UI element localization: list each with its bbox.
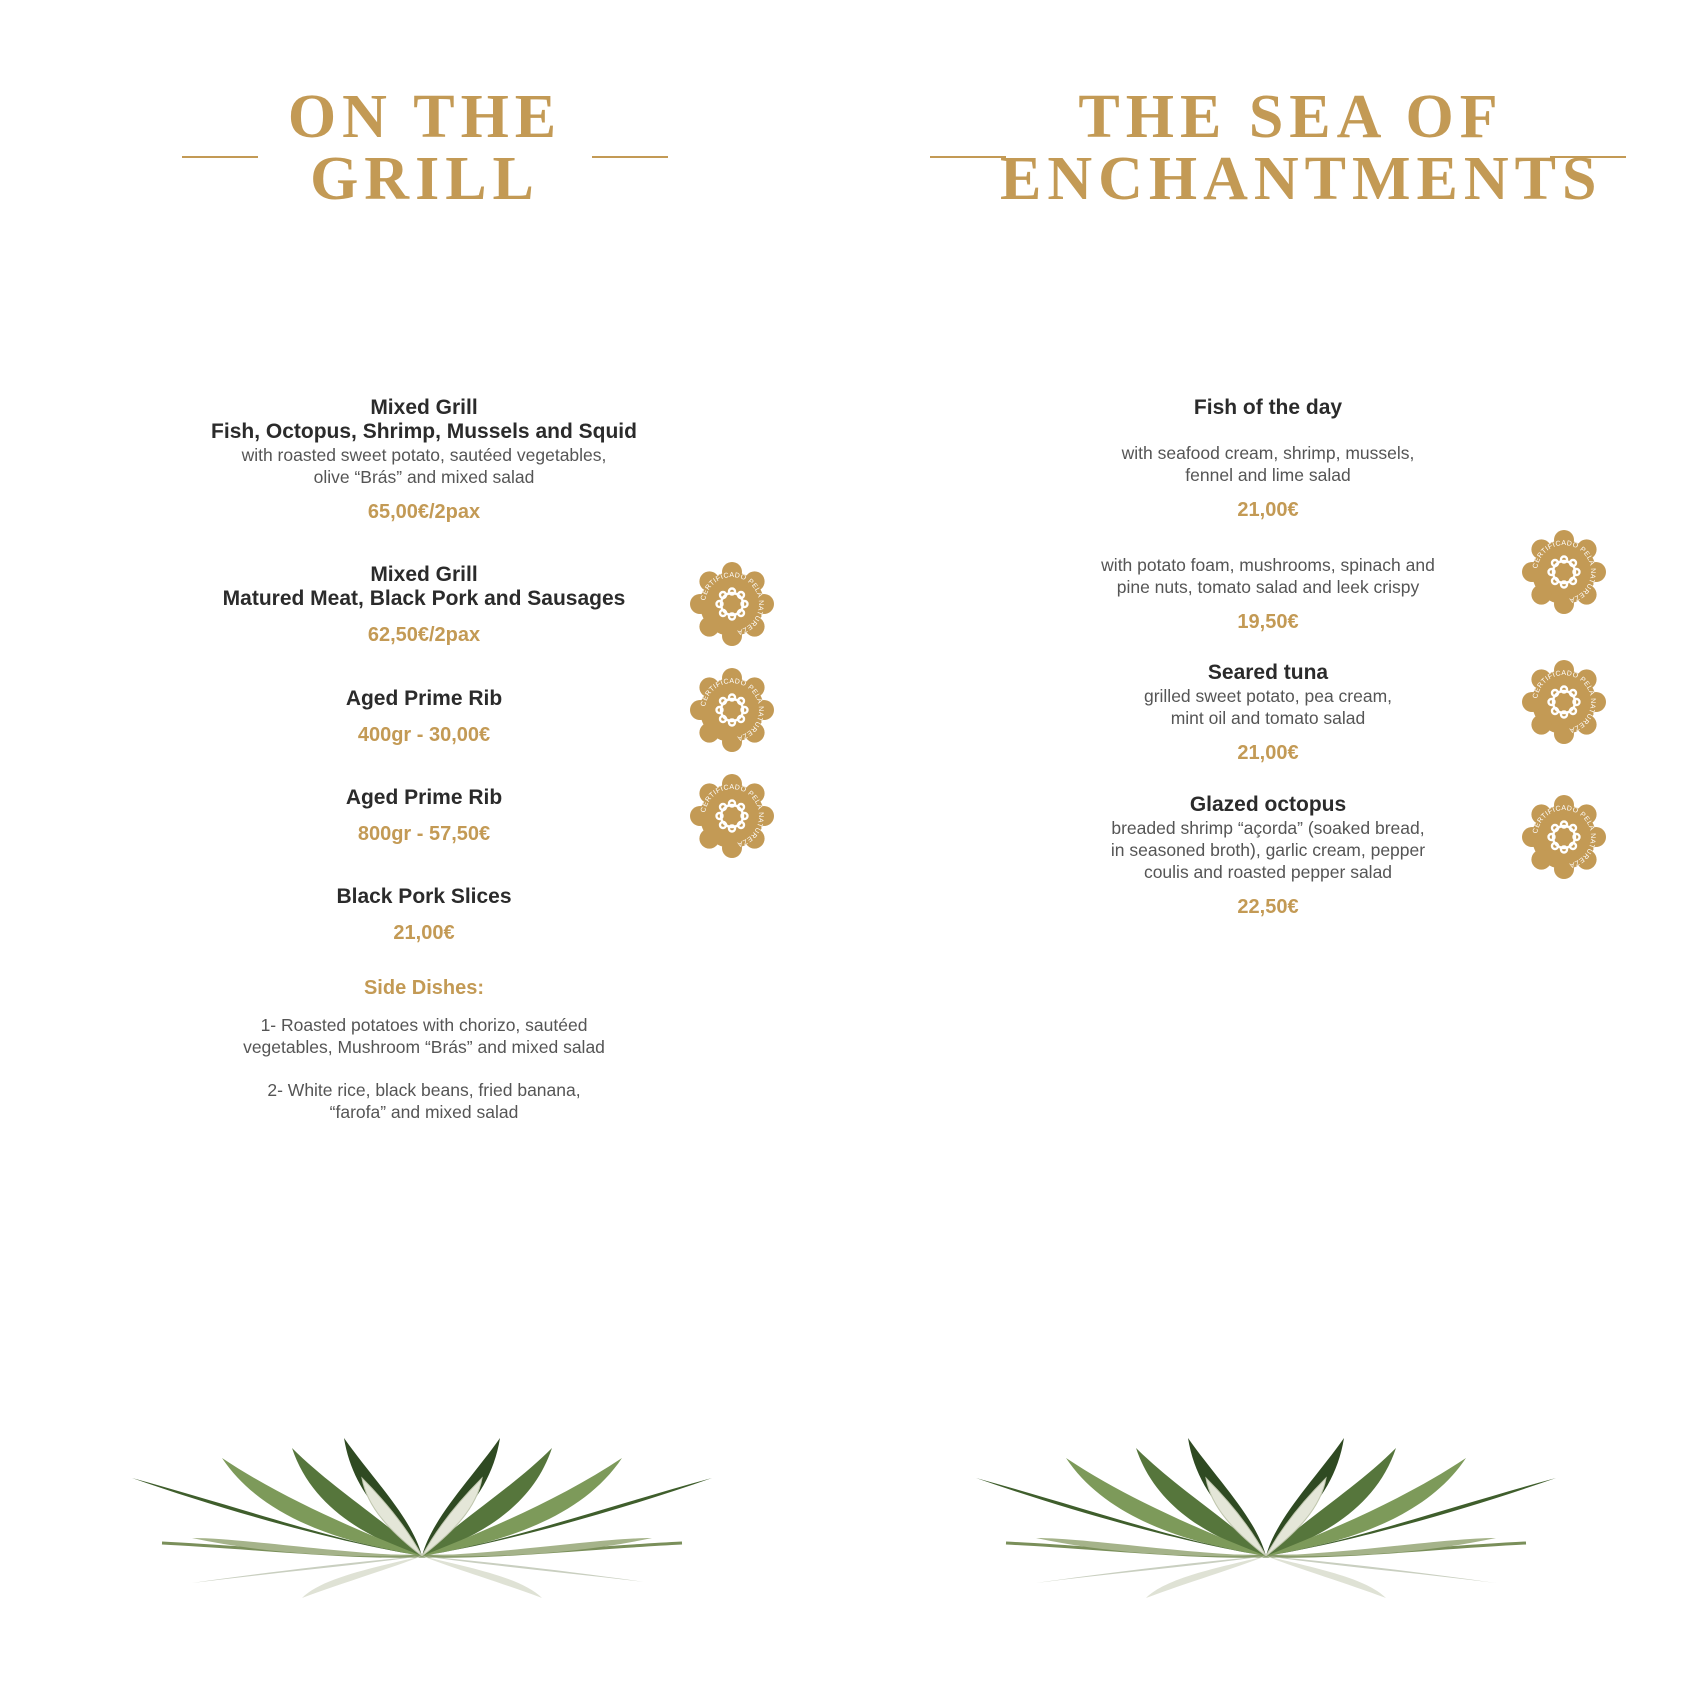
item-name: Aged Prime Rib	[345, 687, 503, 710]
item-description: with roasted sweet potato, sautéed vegetables,	[241, 445, 607, 465]
sea-heading-line1: THE SEA OF	[1078, 83, 1504, 151]
menu-item-aged-prime-rib-400	[172, 687, 676, 747]
heading-rule-left	[930, 156, 1006, 158]
menu-item-fish-of-the-day	[1018, 396, 1518, 522]
side-dishes-title: Side Dishes:	[363, 977, 485, 999]
acores-certified-badge-icon	[690, 562, 774, 646]
item-price: 22,50€	[1237, 896, 1299, 918]
item-description: coulis and roasted pepper salad	[1143, 862, 1393, 882]
heading-rule-left	[182, 156, 258, 158]
acores-certified-badge-icon	[690, 774, 774, 858]
acores-certified-badge-icon	[1522, 530, 1606, 614]
olive-branch-icon	[122, 1368, 722, 1628]
acores-certified-badge-icon	[1522, 660, 1606, 744]
item-price: 400gr - 30,00€	[357, 724, 491, 746]
heading-rule-right	[592, 156, 668, 158]
item-price: 800gr - 57,50€	[357, 823, 491, 845]
item-description: breaded shrimp “açorda” (soaked bread,	[1111, 818, 1425, 838]
item-description: with potato foam, mushrooms, spinach and	[1101, 555, 1435, 575]
item-name: Mixed Grill	[370, 396, 478, 419]
item-name: Fish of the day	[1193, 396, 1343, 419]
olive-branch-icon	[966, 1368, 1566, 1628]
item-name: Aged Prime Rib	[345, 786, 503, 809]
menu-item-mixed-grill-seafood	[172, 396, 676, 524]
side-dish-text: 1- Roasted potatoes with chorizo, sautéed	[260, 1015, 588, 1035]
menu-item-aged-prime-rib-800	[172, 786, 676, 846]
item-subtitle: Fish, Octopus, Shrimp, Mussels and Squid	[211, 420, 637, 443]
item-price: 65,00€/2pax	[367, 501, 481, 523]
item-price: 62,50€/2pax	[367, 624, 481, 646]
acores-certified-badge-icon	[690, 668, 774, 752]
menu-item-unnamed	[1018, 554, 1518, 634]
side-dishes	[172, 977, 676, 1123]
side-dish-text: 2- White rice, black beans, fried banana,	[267, 1080, 581, 1100]
grill-heading-line2: GRILL	[310, 145, 540, 213]
acores-certified-badge-icon	[1522, 795, 1606, 879]
item-description: olive “Brás” and mixed salad	[313, 467, 535, 487]
item-description: grilled sweet potato, pea cream,	[1143, 686, 1393, 706]
side-dish-text: vegetables, Mushroom “Brás” and mixed salad	[243, 1037, 605, 1057]
item-price: 21,00€	[1237, 742, 1299, 764]
item-name: Mixed Grill	[370, 563, 478, 586]
item-description: in seasoned broth), garlic cream, pepper	[1110, 840, 1426, 860]
item-description: mint oil and tomato salad	[1170, 708, 1366, 728]
grill-heading	[250, 83, 600, 213]
item-description: fennel and lime salad	[1185, 465, 1351, 485]
item-description: pine nuts, tomato salad and leek crispy	[1116, 577, 1420, 597]
item-name: Black Pork Slices	[336, 885, 512, 908]
menu-item-seared-tuna	[1018, 661, 1518, 765]
item-price: 21,00€	[1237, 499, 1299, 521]
item-price: 19,50€	[1237, 611, 1299, 633]
item-subtitle: Matured Meat, Black Pork and Sausages	[222, 587, 626, 610]
menu-item-black-pork-slices	[172, 885, 676, 945]
item-name: Glazed octopus	[1189, 793, 1347, 816]
menu-item-mixed-grill-meat	[172, 563, 676, 647]
side-dish-text: “farofa” and mixed salad	[329, 1102, 519, 1122]
sea-heading-line2: ENCHANTMENTS	[1000, 145, 1603, 213]
item-price: 21,00€	[393, 922, 455, 944]
item-description: with seafood cream, shrimp, mussels,	[1121, 443, 1415, 463]
item-name: Seared tuna	[1207, 661, 1329, 684]
sea-column	[842, 0, 1684, 1684]
menu-item-glazed-octopus	[1018, 793, 1518, 919]
grill-heading-line1: ON THE	[287, 83, 563, 151]
sea-heading	[1000, 83, 1603, 213]
